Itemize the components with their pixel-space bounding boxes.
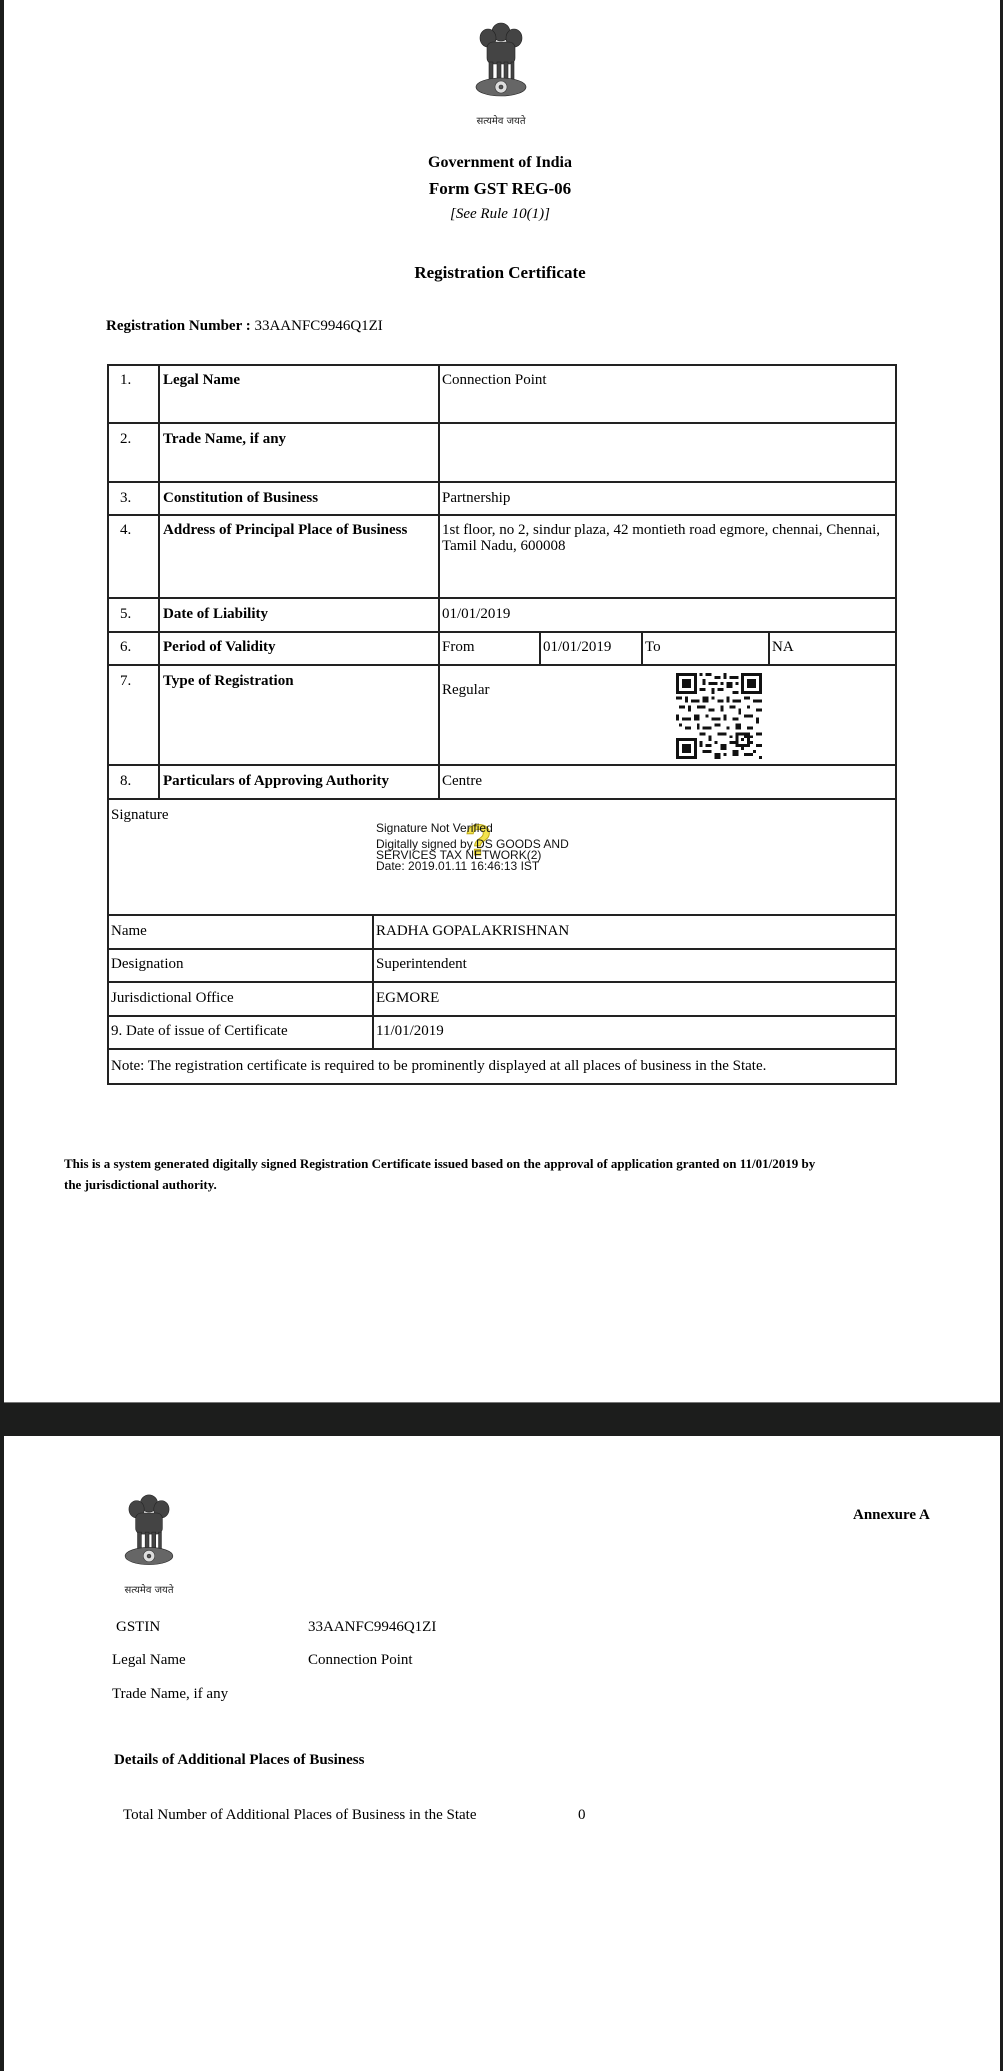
rule-reference: [See Rule 10(1)]	[450, 206, 550, 222]
table-divider	[539, 632, 541, 665]
officer-label-office: Jurisdictional Office	[111, 990, 234, 1006]
registration-number-label: Registration Number :	[106, 318, 251, 334]
table-divider	[768, 632, 770, 665]
table-border	[107, 364, 109, 1084]
government-heading: Government of India	[428, 154, 572, 171]
field-value-type-registration: Regular	[442, 682, 490, 698]
signature-date: Date: 2019.01.11 16:46:13 IST	[376, 859, 540, 873]
gstin-value: 33AANFC9946Q1ZI	[308, 1619, 437, 1635]
officer-label-issue-date: 9. Date of issue of Certificate	[111, 1023, 288, 1039]
table-rule	[107, 914, 897, 916]
field-label-approving-authority: Particulars of Approving Authority	[163, 773, 389, 789]
field-label-validity: Period of Validity	[163, 639, 276, 655]
digital-signature-block[interactable]	[376, 823, 569, 872]
additional-places-heading: Details of Additional Places of Business	[114, 1752, 365, 1768]
field-value-date-liability: 01/01/2019	[442, 606, 511, 622]
registration-number	[106, 318, 383, 335]
legal-name-label: Legal Name	[112, 1652, 186, 1668]
certificate-page-1	[4, 0, 1000, 1403]
trade-name-label: Trade Name, if any	[112, 1686, 229, 1702]
field-label-date-liability: Date of Liability	[163, 606, 268, 622]
additional-places-total-value: 0	[578, 1807, 586, 1823]
validity-to-label: To	[645, 639, 661, 655]
officer-value-designation: Superintendent	[376, 956, 467, 972]
annexure-title: Annexure A	[853, 1507, 930, 1523]
table-rule	[107, 1083, 897, 1085]
row-number: 8.	[120, 773, 132, 789]
signature-status: Signature Not Verified	[376, 821, 493, 835]
validity-to-value: NA	[772, 639, 794, 655]
qr-code-icon[interactable]	[676, 673, 762, 759]
officer-value-name: RADHA GOPALAKRISHNAN	[376, 923, 570, 939]
field-label-legal-name: Legal Name	[163, 372, 241, 388]
field-label-constitution: Constitution of Business	[163, 490, 319, 506]
row-number: 7.	[120, 673, 132, 689]
legal-name-value: Connection Point	[308, 1652, 413, 1668]
table-divider	[641, 632, 643, 665]
emblem-motto: सत्यमेव जयते	[476, 116, 526, 127]
row-number: 3.	[120, 490, 132, 506]
field-label-trade-name: Trade Name, if any	[163, 431, 287, 447]
signature-label: Signature	[111, 807, 169, 823]
field-value-approving-authority: Centre	[442, 773, 482, 789]
table-rule	[107, 481, 897, 483]
table-border	[895, 364, 897, 1084]
validity-from-value: 01/01/2019	[543, 639, 612, 655]
registration-number-value: 33AANFC9946Q1ZI	[254, 318, 383, 334]
field-label-address: Address of Principal Place of Business	[163, 522, 408, 538]
system-generated-note	[64, 1153, 964, 1195]
table-divider	[438, 364, 440, 799]
table-rule	[107, 364, 897, 366]
table-rule	[107, 764, 897, 766]
display-note: Note: The registration certificate is required to be prominently displayed at all places of business in the State.	[111, 1058, 767, 1074]
table-rule	[107, 631, 897, 633]
national-emblem-icon	[119, 1492, 179, 1578]
table-rule	[107, 1048, 897, 1050]
system-generated-note-line1: This is a system generated digitally signed Registration Certificate issued based on the approval of application granted on 11/01/2019 by	[64, 1156, 816, 1171]
national-emblem-icon	[471, 20, 531, 110]
form-title: Form GST REG-06	[428, 179, 572, 198]
field-value-address: 1st floor, no 2, sindur plaza, 42 montieth road egmore, chennai, Chennai, Tamil Nadu, 600008	[442, 522, 881, 554]
officer-label-name: Name	[111, 923, 147, 939]
officer-label-designation: Designation	[111, 956, 184, 972]
officer-value-issue-date: 11/01/2019	[376, 1023, 444, 1039]
table-rule	[107, 664, 897, 666]
system-generated-note-line2: the jurisdictional authority.	[64, 1177, 217, 1192]
additional-places-total-label: Total Number of Additional Places of Business in the State	[123, 1807, 477, 1823]
table-rule	[107, 981, 897, 983]
table-divider	[158, 364, 160, 799]
field-value-legal-name: Connection Point	[442, 372, 547, 388]
table-rule	[107, 422, 897, 424]
signature-unverified-icon[interactable]: ?	[465, 816, 492, 865]
officer-value-office: EGMORE	[376, 990, 440, 1006]
table-rule	[107, 798, 897, 800]
row-number: 2.	[120, 431, 132, 447]
certificate-title: Registration Certificate	[414, 263, 586, 282]
certificate-page-2-annexure	[4, 1436, 1000, 2071]
emblem-motto: सत्यमेव जयते	[124, 1585, 174, 1596]
row-number: 4.	[120, 522, 132, 538]
table-rule	[107, 948, 897, 950]
row-number: 5.	[120, 606, 132, 622]
validity-from-label: From	[442, 639, 475, 655]
gstin-label: GSTIN	[116, 1619, 161, 1635]
field-value-constitution: Partnership	[442, 490, 511, 506]
row-number: 6.	[120, 639, 132, 655]
row-number: 1.	[120, 372, 132, 388]
signature-signed-by-line2: SERVICES TAX NETWORK(2)	[376, 848, 542, 862]
table-rule	[107, 1015, 897, 1017]
field-label-type-registration: Type of Registration	[163, 673, 294, 689]
table-rule	[107, 597, 897, 599]
signature-signed-by-line1: Digitally signed by DS GOODS AND	[376, 837, 569, 851]
table-rule	[107, 514, 897, 516]
